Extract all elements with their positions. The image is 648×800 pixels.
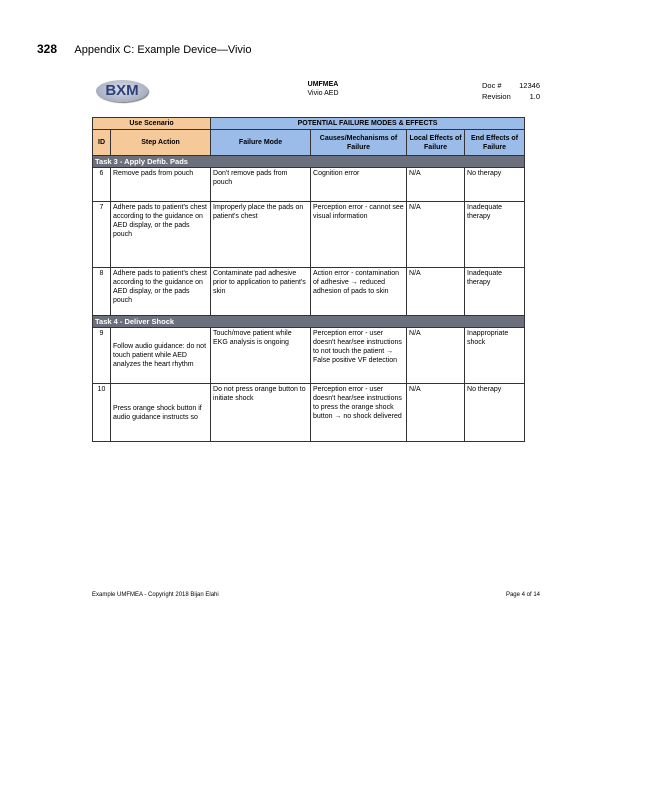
col-mode-header: Failure Mode [211,130,311,156]
col-step-header: Step Action [111,130,211,156]
doc-number-label: Doc # [482,81,502,90]
revision-value: 1.0 [529,92,540,101]
table-row: 8 Adhere pads to patient's chest according to the guidance on AED display, or the pads pouch Contaminate pad adhesive prior to application to patient's skin Action error - contamination of adhesive → reduced adhesion of pads to skin N/A Inadequate therapy [93,268,525,316]
col-cause-header: Causes/Mechanisms of Failure [311,130,407,156]
task4-header: Task 4 - Deliver Shock [93,316,525,328]
running-head-title: Appendix C: Example Device—Vivio [74,44,252,56]
table-row: 6 Remove pads from pouch Don't remove pads from pouch Cognition error N/A No therapy [93,168,525,202]
page-number: 328 [37,42,58,56]
fmea-table [92,117,525,442]
document-title-line2: Vivio AED [307,90,339,97]
col-end-header: End Effects of Failure [465,130,525,156]
footer-page: Page 4 of 14 [505,592,540,598]
revision-label: Revision [482,92,511,101]
col-id-header: ID [93,130,111,156]
task3-header: Task 3 - Apply Defib. Pads [93,156,525,168]
table-row: 9 Follow audio guidance: do not touch patient while AED analyzes the heart rhythm Touch/move patient while EKG analysis is ongoing Perception error - user doesn't hear/see instructions to not touch the patient → False positive VF detection N/A Inappropriate shock [93,328,525,384]
document-title [288,80,358,98]
table-row: 7 Adhere pads to patient's chest according to the guidance on AED display, or the pads pouch Improperly place the pads on patient's chest Perception error - cannot see visual information N/A Inadequate therapy [93,202,525,268]
potential-failure-header: POTENTIAL FAILURE MODES & EFFECTS [211,118,525,130]
col-local-header: Local Effects of Failure [407,130,465,156]
doc-number-value: 12346 [519,81,540,90]
footer-copyright: Example UMFMEA - Copyright 2018 Bijan Elahi [92,592,219,598]
use-scenario-header: Use Scenario [93,118,211,130]
document-title-line1: UMFMEA [307,81,339,88]
running-head [37,42,251,56]
bxm-logo: BXM [96,80,148,102]
table-row: 10 Press orange shock button if audio guidance instructs so Do not press orange button to initiate shock Perception error - user doesn't hear/see instructions to press the orange shock button → no shock delivered N/A No therapy [93,384,525,442]
document-meta [482,80,540,102]
